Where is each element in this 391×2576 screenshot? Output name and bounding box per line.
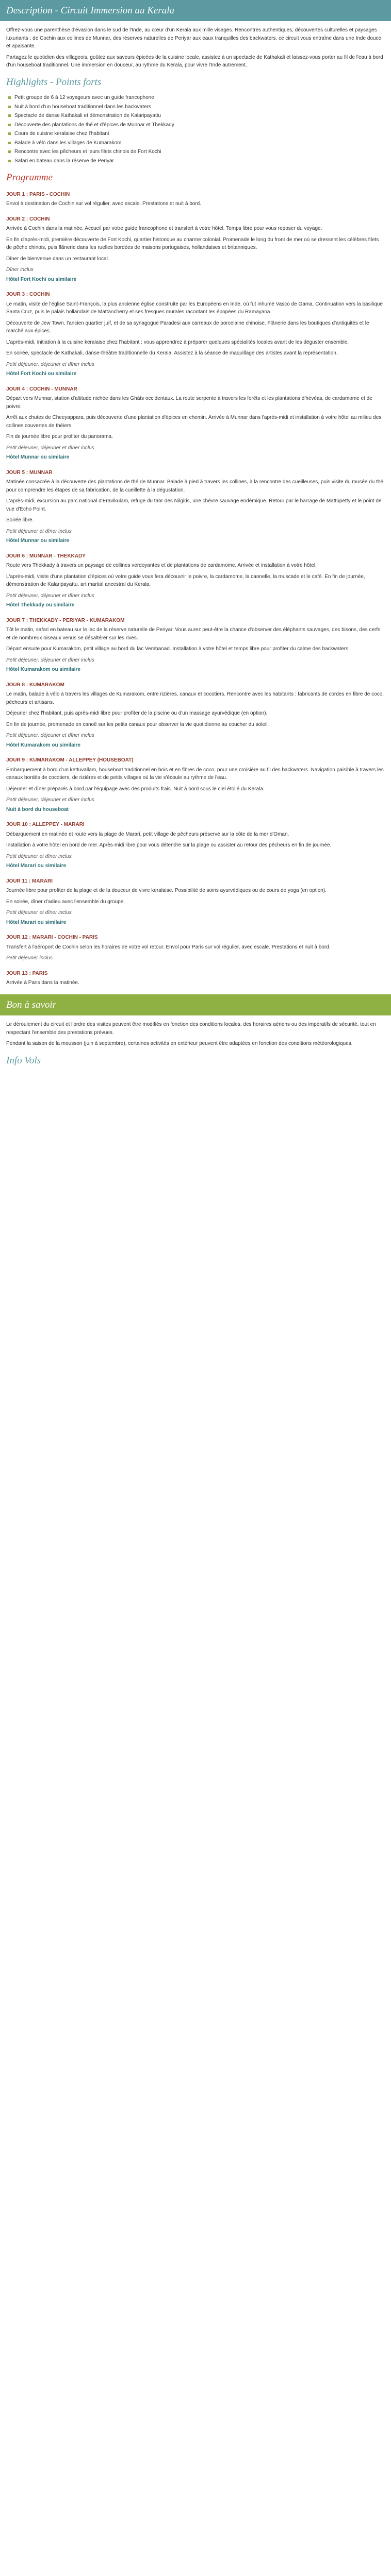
day-title: JOUR 10 : ALLEPPEY - MARARI bbox=[6, 822, 85, 828]
program-title: Programme bbox=[6, 172, 53, 183]
bon-a-savoir-paragraph: Pendant la saison de la mousson (juin à septembre), certaines activités en extérieur peuvent être adaptées en fonction des conditions météorologiques. bbox=[6, 1041, 353, 1047]
program-day bbox=[0, 617, 391, 674]
highlight-item: Nuit à bord d'un houseboat traditionnel dans les backwaters bbox=[14, 103, 385, 111]
day-hotel: Hôtel Munnar ou similaire bbox=[6, 454, 70, 461]
program-day bbox=[0, 469, 391, 545]
day-hotel: Hôtel Marari ou similaire bbox=[6, 863, 67, 869]
day-paragraph: Envol à destination de Cochin sur vol régulier, avec escale. Prestations et nuit à bord. bbox=[6, 201, 201, 207]
day-paragraph: Transfert à l'aéroport de Cochin selon les horaires de votre vol retour. Envol pour Paris sur vol régulier, avec escale. Prestations et nuit à bord. bbox=[6, 944, 331, 950]
highlights-list bbox=[0, 94, 391, 165]
highlight-item: Découverte des plantations de thé et d'épices de Munnar et Thekkady bbox=[14, 121, 385, 129]
day-title: JOUR 7 : THEKKADY - PERIYAR - KUMARAKOM bbox=[6, 617, 125, 623]
highlight-item: Spectacle de danse Kathakali et démonstration de Kalaripayattu bbox=[14, 112, 385, 120]
bon-a-savoir-title: Bon à savoir bbox=[6, 999, 57, 1010]
bon-a-savoir-section bbox=[0, 1021, 391, 1048]
day-hotel: Hôtel Fort Kochi ou similaire bbox=[6, 276, 77, 282]
intro-section bbox=[0, 26, 391, 70]
program-day bbox=[0, 681, 391, 750]
program-day bbox=[0, 756, 391, 814]
day-paragraph: Débarquement en matinée et route vers la plage de Marari, petit village de pêcheurs préservé sur la côte de la mer d'Oman. bbox=[6, 831, 289, 837]
day-paragraph: Embarquement à bord d'un kettuvallam, houseboat traditionnel en bois et en fibres de coco, pour une croisière au fil des backwaters. Navigation paisible à travers les canaux bordés de cocotiers, de rizières et de petits villages où la vie s'écoule au rythme de l'eau. bbox=[6, 767, 384, 781]
day-paragraph: Dîner de bienvenue dans un restaurant local. bbox=[6, 256, 109, 262]
day-meals: Petit déjeuner, déjeuner et dîner inclus bbox=[6, 445, 94, 451]
program-day bbox=[0, 215, 391, 284]
day-hotel: Nuit à bord du houseboat bbox=[6, 806, 69, 812]
highlight-item: Balade à vélo dans les villages de Kumarakom bbox=[14, 139, 385, 147]
day-paragraph: Matinée consacrée à la découverte des plantations de thé de Munnar. Balade à pied à travers les collines, à la rencontre des cueilleuses, puis visite du musée du thé pour comprendre les étapes de sa fabrication, de la cueillette à la dégustation. bbox=[6, 479, 383, 493]
day-paragraph: L'après-midi, initiation à la cuisine keralaise chez l'habitant : vous apprendrez à préparer quelques spécialités locales avant de les déguster ensemble. bbox=[6, 339, 349, 345]
info-vols-title: Info Vols bbox=[6, 1055, 41, 1066]
day-paragraph: En soirée, spectacle de Kathakali, danse-théâtre traditionnelle du Kerala. Assistez à la séance de maquillage des artistes avant la représentation. bbox=[6, 350, 338, 357]
day-hotel: Hôtel Kumarakom ou similaire bbox=[6, 742, 80, 748]
page-header bbox=[0, 0, 391, 21]
day-paragraph: Départ vers Munnar, station d'altitude nichée dans les Ghâts occidentaux. La route serpente à travers les forêts et les plantations d'hévéas, de cardamome et de poivre. bbox=[6, 396, 372, 410]
day-paragraph: Arrivée à Cochin dans la matinée. Accueil par votre guide francophone et transfert à votre hôtel. Temps libre pour vous reposer du voyage. bbox=[6, 226, 322, 232]
program-day bbox=[0, 291, 391, 378]
day-paragraph: Départ ensuite pour Kumarakom, petit village au bord du lac Vembanad. Installation à votre hôtel et temps libre pour profiter du calme des backwaters. bbox=[6, 646, 350, 652]
day-title: JOUR 12 : MARARI - COCHIN - PARIS bbox=[6, 935, 98, 941]
page-title: Description - Circuit Immersion au Kerala bbox=[6, 5, 174, 16]
day-paragraph: Déjeuner chez l'habitant, puis après-midi libre pour profiter de la piscine ou d'un massage ayurvédique (en option). bbox=[6, 710, 268, 717]
day-meals: Dîner inclus bbox=[6, 267, 34, 273]
day-meals: Petit déjeuner, déjeuner et dîner inclus bbox=[6, 657, 94, 663]
day-meals: Petit déjeuner et dîner inclus bbox=[6, 910, 72, 916]
day-paragraph: Route vers Thekkady à travers un paysage de collines verdoyantes et de plantations de cardamome. Arrivée et installation à votre hôtel. bbox=[6, 563, 317, 569]
day-paragraph: Le matin, visite de l'église Saint-François, la plus ancienne église construite par les Européens en Inde, où fut inhumé Vasco de Gama. Continuation vers la basilique Santa Cruz, puis le palais hollandais de Mattancherry et ses fresques murales racontant les épopées du Ramayana. bbox=[6, 301, 383, 315]
highlight-item: Cours de cuisine keralaise chez l'habitant bbox=[14, 130, 385, 138]
day-paragraph: L'après-midi, visite d'une plantation d'épices où votre guide vous fera découvrir le poivre, la cardamome, la cannelle, la muscade et le café. En fin de journée, démonstration de Kalaripayattu, art martial ancestral du Kerala. bbox=[6, 573, 365, 588]
intro-paragraph: Offrez-vous une parenthèse d'évasion dans le sud de l'Inde, au cœur d'un Kerala aux mille visages. Rencontres authentiques, découvertes culturelles et paysages luxuriants : de Cochin aux collines de Munnar, des réserves naturelles de Periyar aux eaux tranquilles des backwaters, ce circuit vous entraîne dans une Inde douce et apaisante. bbox=[6, 27, 382, 49]
day-title: JOUR 5 : MUNNAR bbox=[6, 469, 53, 476]
day-paragraph: Arrêt aux chutes de Cheeyappara, puis découverte d'une plantation d'épices en chemin. Arrivée à Munnar dans l'après-midi et installation à votre hôtel au milieu des collines couvertes de théiers. bbox=[6, 415, 382, 429]
page bbox=[0, 0, 391, 1084]
bon-a-savoir-header bbox=[0, 994, 391, 1015]
program-day bbox=[0, 934, 391, 962]
day-title: JOUR 13 : PARIS bbox=[6, 970, 48, 976]
day-title: JOUR 8 : KUMARAKOM bbox=[6, 682, 64, 688]
day-title: JOUR 3 : COCHIN bbox=[6, 292, 50, 298]
day-paragraph: Le matin, balade à vélo à travers les villages de Kumarakom, entre rizières, canaux et cocotiers. Rencontre avec les habitants : fabricants de cordes en fibre de coco, pêcheurs et artisans. bbox=[6, 691, 384, 705]
program-days bbox=[0, 191, 391, 987]
day-paragraph: Installation à votre hôtel en bord de mer. Après-midi libre pour vous détendre sur la plage ou assister au retour des pêcheurs en fin de journée. bbox=[6, 842, 332, 849]
day-title: JOUR 6 : MUNNAR - THEKKADY bbox=[6, 553, 86, 559]
day-paragraph: Déjeuner et dîner préparés à bord par l'équipage avec des produits frais. Nuit à bord sous le ciel étoilé du Kerala. bbox=[6, 786, 265, 792]
day-paragraph: En soirée, dîner d'adieu avec l'ensemble du groupe. bbox=[6, 899, 125, 905]
day-meals: Petit déjeuner et dîner inclus bbox=[6, 528, 72, 534]
highlights-title: Highlights - Points forts bbox=[6, 76, 102, 88]
day-title: JOUR 11 : MARARI bbox=[6, 878, 53, 884]
day-meals: Petit déjeuner inclus bbox=[6, 955, 53, 961]
day-title: JOUR 9 : KUMARAKOM - ALLEPPEY (HOUSEBOAT) bbox=[6, 757, 134, 764]
intro-paragraph: Partagez le quotidien des villageois, goûtez aux saveurs épicées de la cuisine locale, assistez à un spectacle de Kathakali et laissez-vous porter au fil de l'eau à bord d'un houseboat traditionnel. Une immersion en douceur, au rythme du Kerala, pour vivre l'Inde autrement. bbox=[6, 54, 383, 69]
day-paragraph: Soirée libre. bbox=[6, 517, 34, 523]
day-hotel: Hôtel Thekkady ou similaire bbox=[6, 602, 75, 608]
day-paragraph: Découverte de Jew Town, l'ancien quartier juif, et de sa synagogue Paradesi aux carreaux de porcelaine chinoise. Flânerie dans les boutiques d'antiquités et le marché aux épices. bbox=[6, 320, 369, 334]
day-meals: Petit déjeuner, déjeuner et dîner inclus bbox=[6, 797, 94, 803]
day-title: JOUR 1 : PARIS - COCHIN bbox=[6, 191, 70, 197]
day-meals: Petit déjeuner et dîner inclus bbox=[6, 853, 72, 859]
day-paragraph: En fin d'après-midi, première découverte de Fort Kochi, quartier historique au charme colonial. Promenade le long du front de mer où se dressent les célèbres filets de pêche chinois, puis flânerie dans les ruelles bordées de maisons portugaises, hollandaises et britanniques. bbox=[6, 236, 379, 251]
day-paragraph: Journée libre pour profiter de la plage et de la douceur de vivre keralaise. Possibilité de soins ayurvédiques ou de cours de yoga (en option). bbox=[6, 888, 327, 894]
day-meals: Petit déjeuner, déjeuner et dîner inclus bbox=[6, 733, 94, 739]
day-hotel: Hôtel Munnar ou similaire bbox=[6, 538, 70, 544]
program-day bbox=[0, 191, 391, 208]
day-title: JOUR 4 : COCHIN - MUNNAR bbox=[6, 386, 77, 392]
bon-a-savoir-paragraph: Le déroulement du circuit et l'ordre des visites peuvent être modifiés en fonction des conditions locales, des horaires aériens ou des impératifs de sécurité, tout en respectant l'ensemble des prestations prévues. bbox=[6, 1022, 376, 1036]
highlight-item: Safari en bateau dans la réserve de Periyar bbox=[14, 157, 385, 165]
day-paragraph: Fin de journée libre pour profiter du panorama. bbox=[6, 434, 113, 440]
program-day bbox=[0, 552, 391, 609]
program-day bbox=[0, 970, 391, 987]
day-paragraph: Arrivée à Paris dans la matinée. bbox=[6, 980, 79, 986]
highlight-item: Petit groupe de 6 à 12 voyageurs avec un guide francophone bbox=[14, 94, 385, 102]
program-day bbox=[0, 821, 391, 870]
day-meals: Petit déjeuner, déjeuner et dîner inclus bbox=[6, 361, 94, 367]
day-hotel: Hôtel Fort Kochi ou similaire bbox=[6, 371, 77, 377]
day-hotel: Hôtel Kumarakom ou similaire bbox=[6, 667, 80, 673]
day-paragraph: En fin de journée, promenade en canoë sur les petits canaux pour observer la vie quotidienne au coucher du soleil. bbox=[6, 721, 269, 727]
day-paragraph: Tôt le matin, safari en bateau sur le lac de la réserve naturelle de Periyar. Vous aurez peut-être la chance d'observer des éléphants sauvages, des bisons, des cerfs et de nombreux oiseaux venus se désaltérer sur les rives. bbox=[6, 627, 381, 641]
highlight-item: Rencontre avec les pêcheurs et leurs filets chinois de Fort Kochi bbox=[14, 148, 385, 156]
day-meals: Petit déjeuner, déjeuner et dîner inclus bbox=[6, 592, 94, 599]
program-day bbox=[0, 877, 391, 927]
day-paragraph: L'après-midi, excursion au parc national d'Eravikulam, refuge du tahr des Nilgiris, une chèvre sauvage endémique. Retour par le barrage de Mattupetty et le point de vue d'Echo Point. bbox=[6, 498, 382, 512]
program-day bbox=[0, 385, 391, 462]
day-title: JOUR 2 : COCHIN bbox=[6, 216, 50, 222]
day-hotel: Hôtel Marari ou similaire bbox=[6, 919, 67, 925]
